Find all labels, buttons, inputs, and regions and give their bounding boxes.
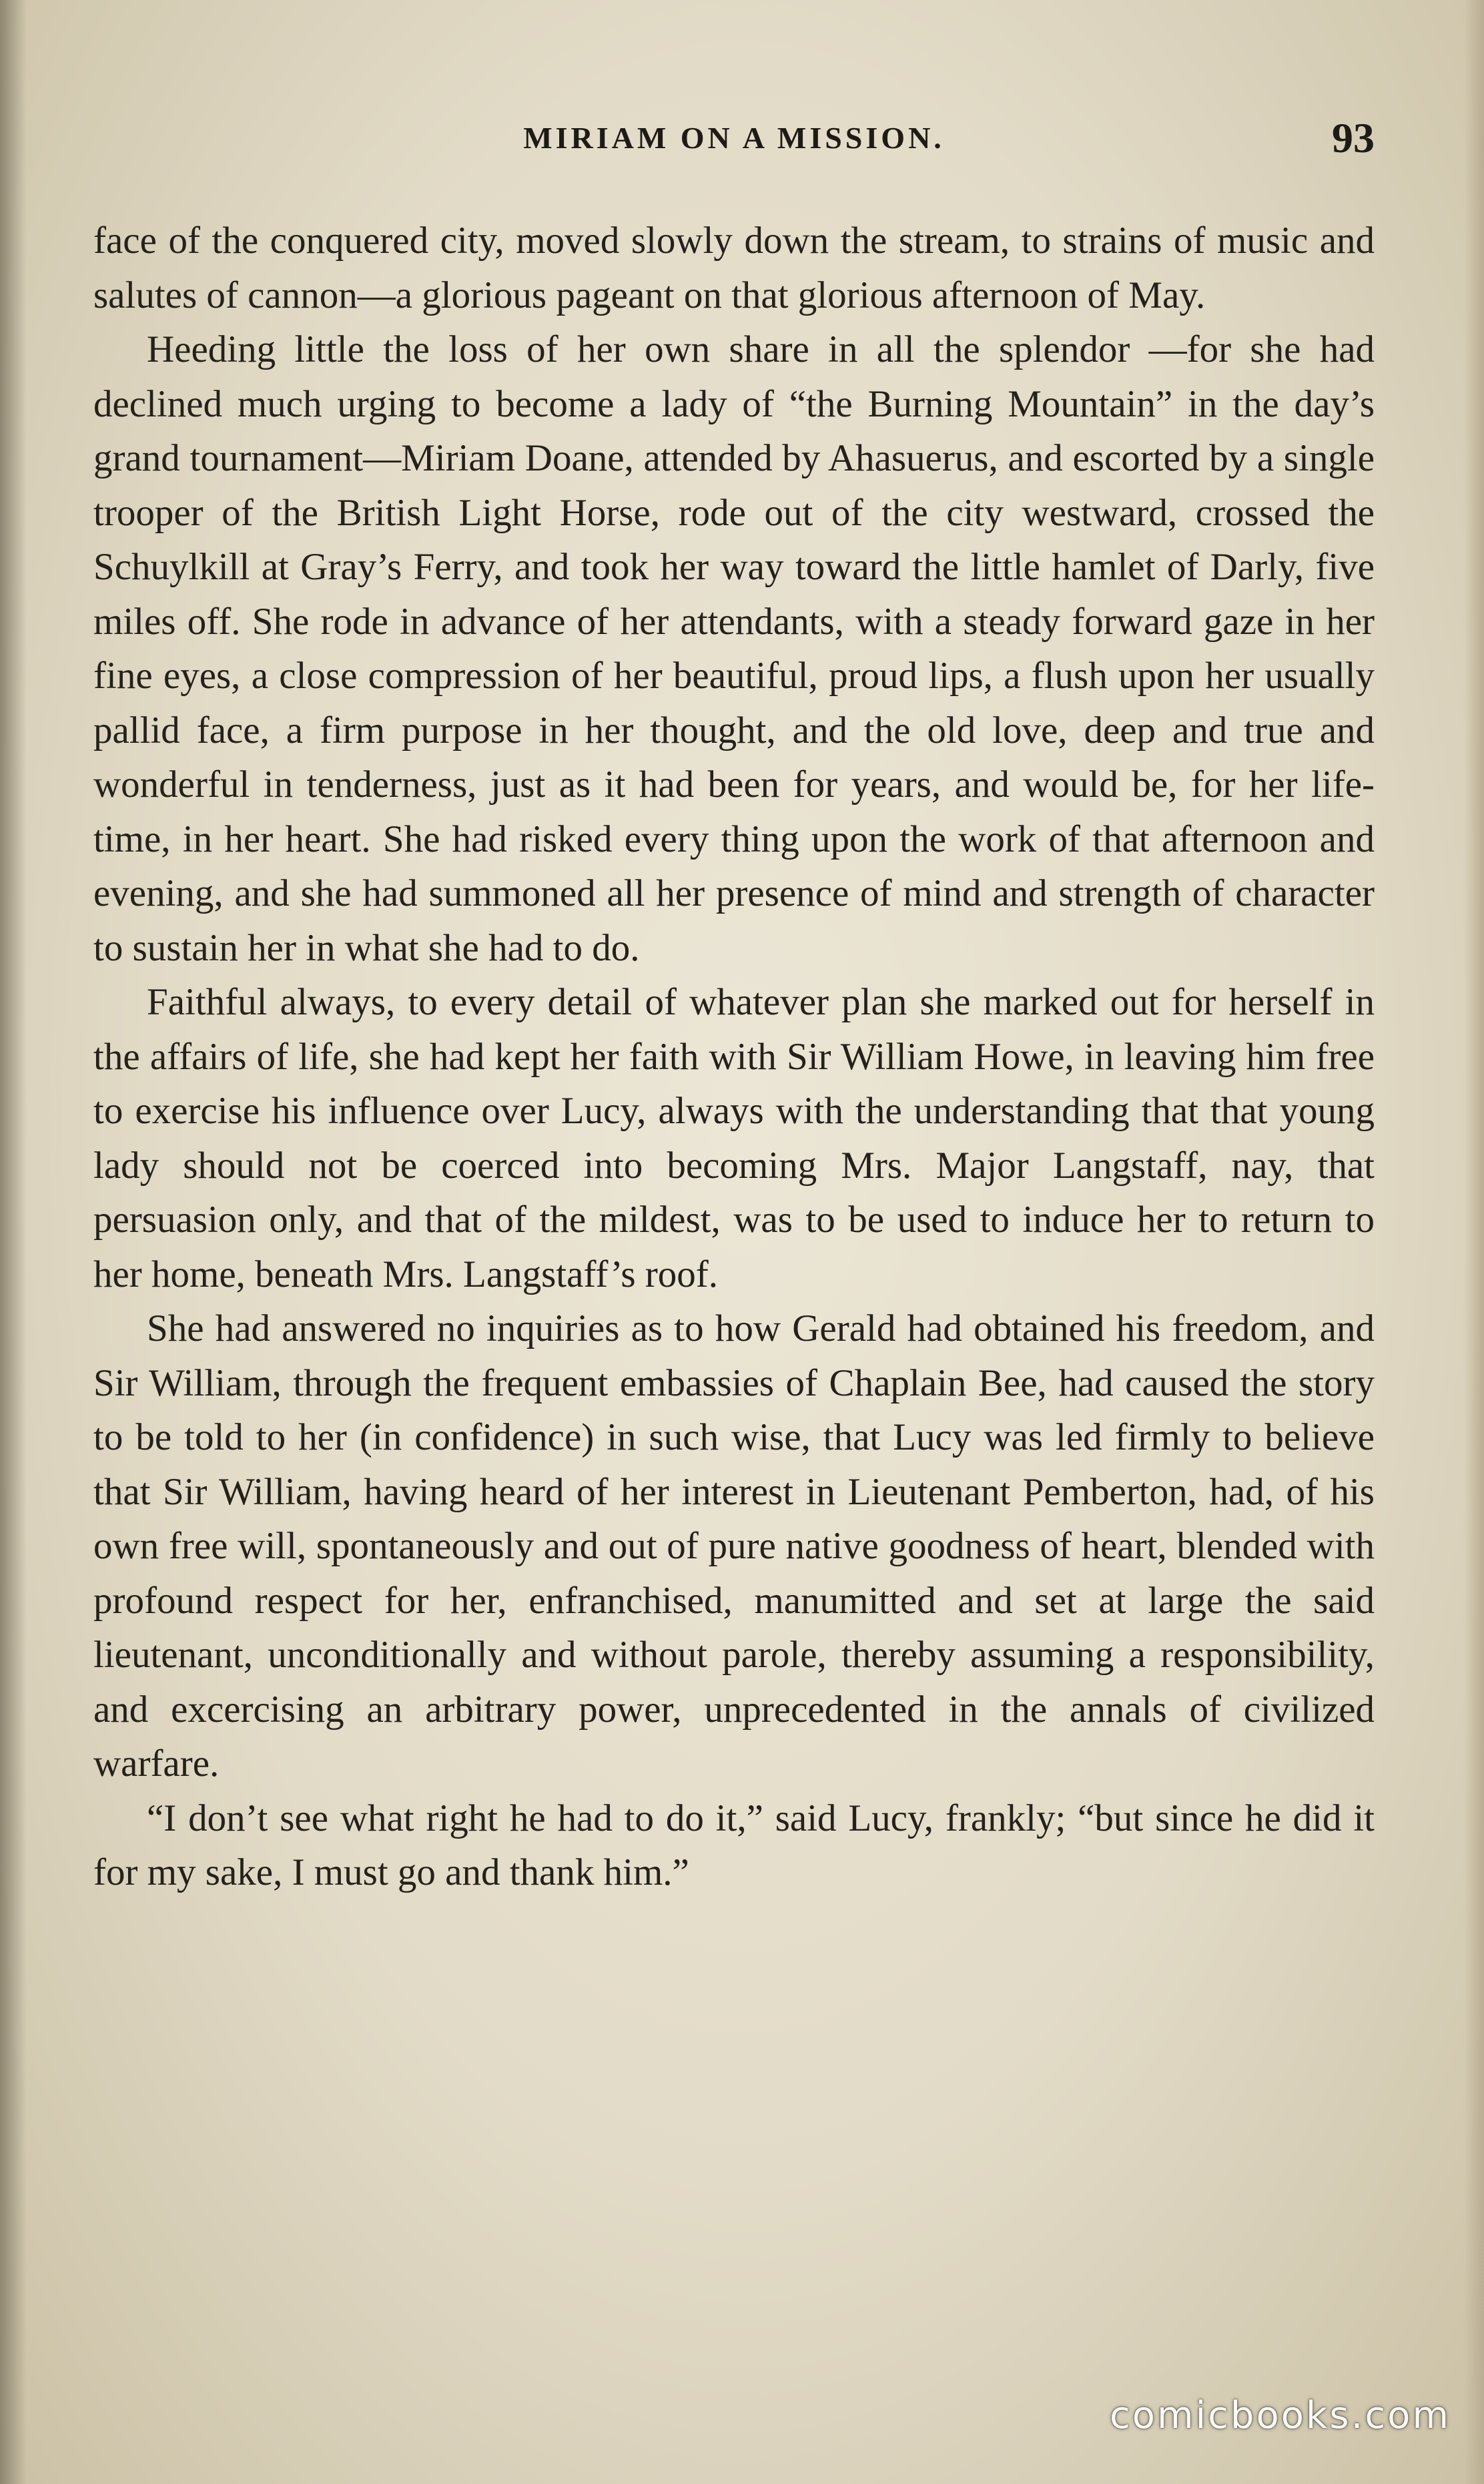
paragraph-5: “I don’t see what right he had to do it,” said Lucy, frankly; “but since he did it for my sake, I must go and thank him.” [93,1797,1375,1893]
paragraph-3: Faithful always, to every detail of whatever plan she marked out for herself in the affairs of life, she had kept her faith with Sir William Howe, in leaving him free to exercise his influence over Lucy, always with the understanding that that young lady should not be coerced into becoming Mrs. Major Langstaff, nay, that persuasion only, and that of the mildest, was to be used to induce her to return to her home, beneath Mrs. Langstaff’s roof. [93,981,1375,1295]
running-header [93,113,1375,167]
paragraph-1: face of the conquered city, moved slowly down the stream, to strains of music and salutes of cannon—a glorious pageant on that glorious afternoon of May. [93,220,1375,316]
paragraph-2: Heeding little the loss of her own share in all the splendor —for she had declined much urging to become a lady of “the Burning Mountain” in the day’s grand tournament—Miriam Doane, attended by Ahasuerus, and escorted by a single trooper of the British Light Horse, rode out of the city westward, crossed the Schuylkill at Gray’s Ferry, and took her way toward the little hamlet of Darly, five miles off. She rode in advance of her attendants, with a steady forward gaze in her fine eyes, a close compression of her beautiful, proud lips, a flush upon her usually pallid face, a firm purpose in her thought, and the old love, deep and true and wonderful in tenderness, just as it had been for years, and would be, for her life-time, in her heart. She had risked every thing upon the work of that afternoon and evening, and she had summoned all her presence of mind and strength of character to sustain her in what she had to do. [93,328,1375,969]
page-number: 93 [1332,114,1375,162]
running-title: MIRIAM ON A MISSION. [523,121,945,155]
page-shadow-left [0,0,27,2484]
paragraph-4: She had answered no inquiries as to how Gerald had obtained his freedom, and Sir William, through the frequent embassies of Chaplain Bee, had caused the story to be told to her (in confidence) in such wise, that Lucy was led firmly to believe that Sir William, having heard of her interest in Lieutenant Pemberton, had, of his own free will, spontaneously and out of pure native goodness of heart, blended with profound respect for her, enfranchised, manumitted and set at large the said lieutenant, unconditionally and without parole, thereby assuming a responsibility, and excercising an arbitrary power, unprecedented in the annals of civilized warfare. [93,1307,1375,1785]
page-shadow-right [1464,0,1484,2484]
site-watermark: comicbooks.com [1109,2394,1451,2437]
body-text [93,214,1375,1900]
